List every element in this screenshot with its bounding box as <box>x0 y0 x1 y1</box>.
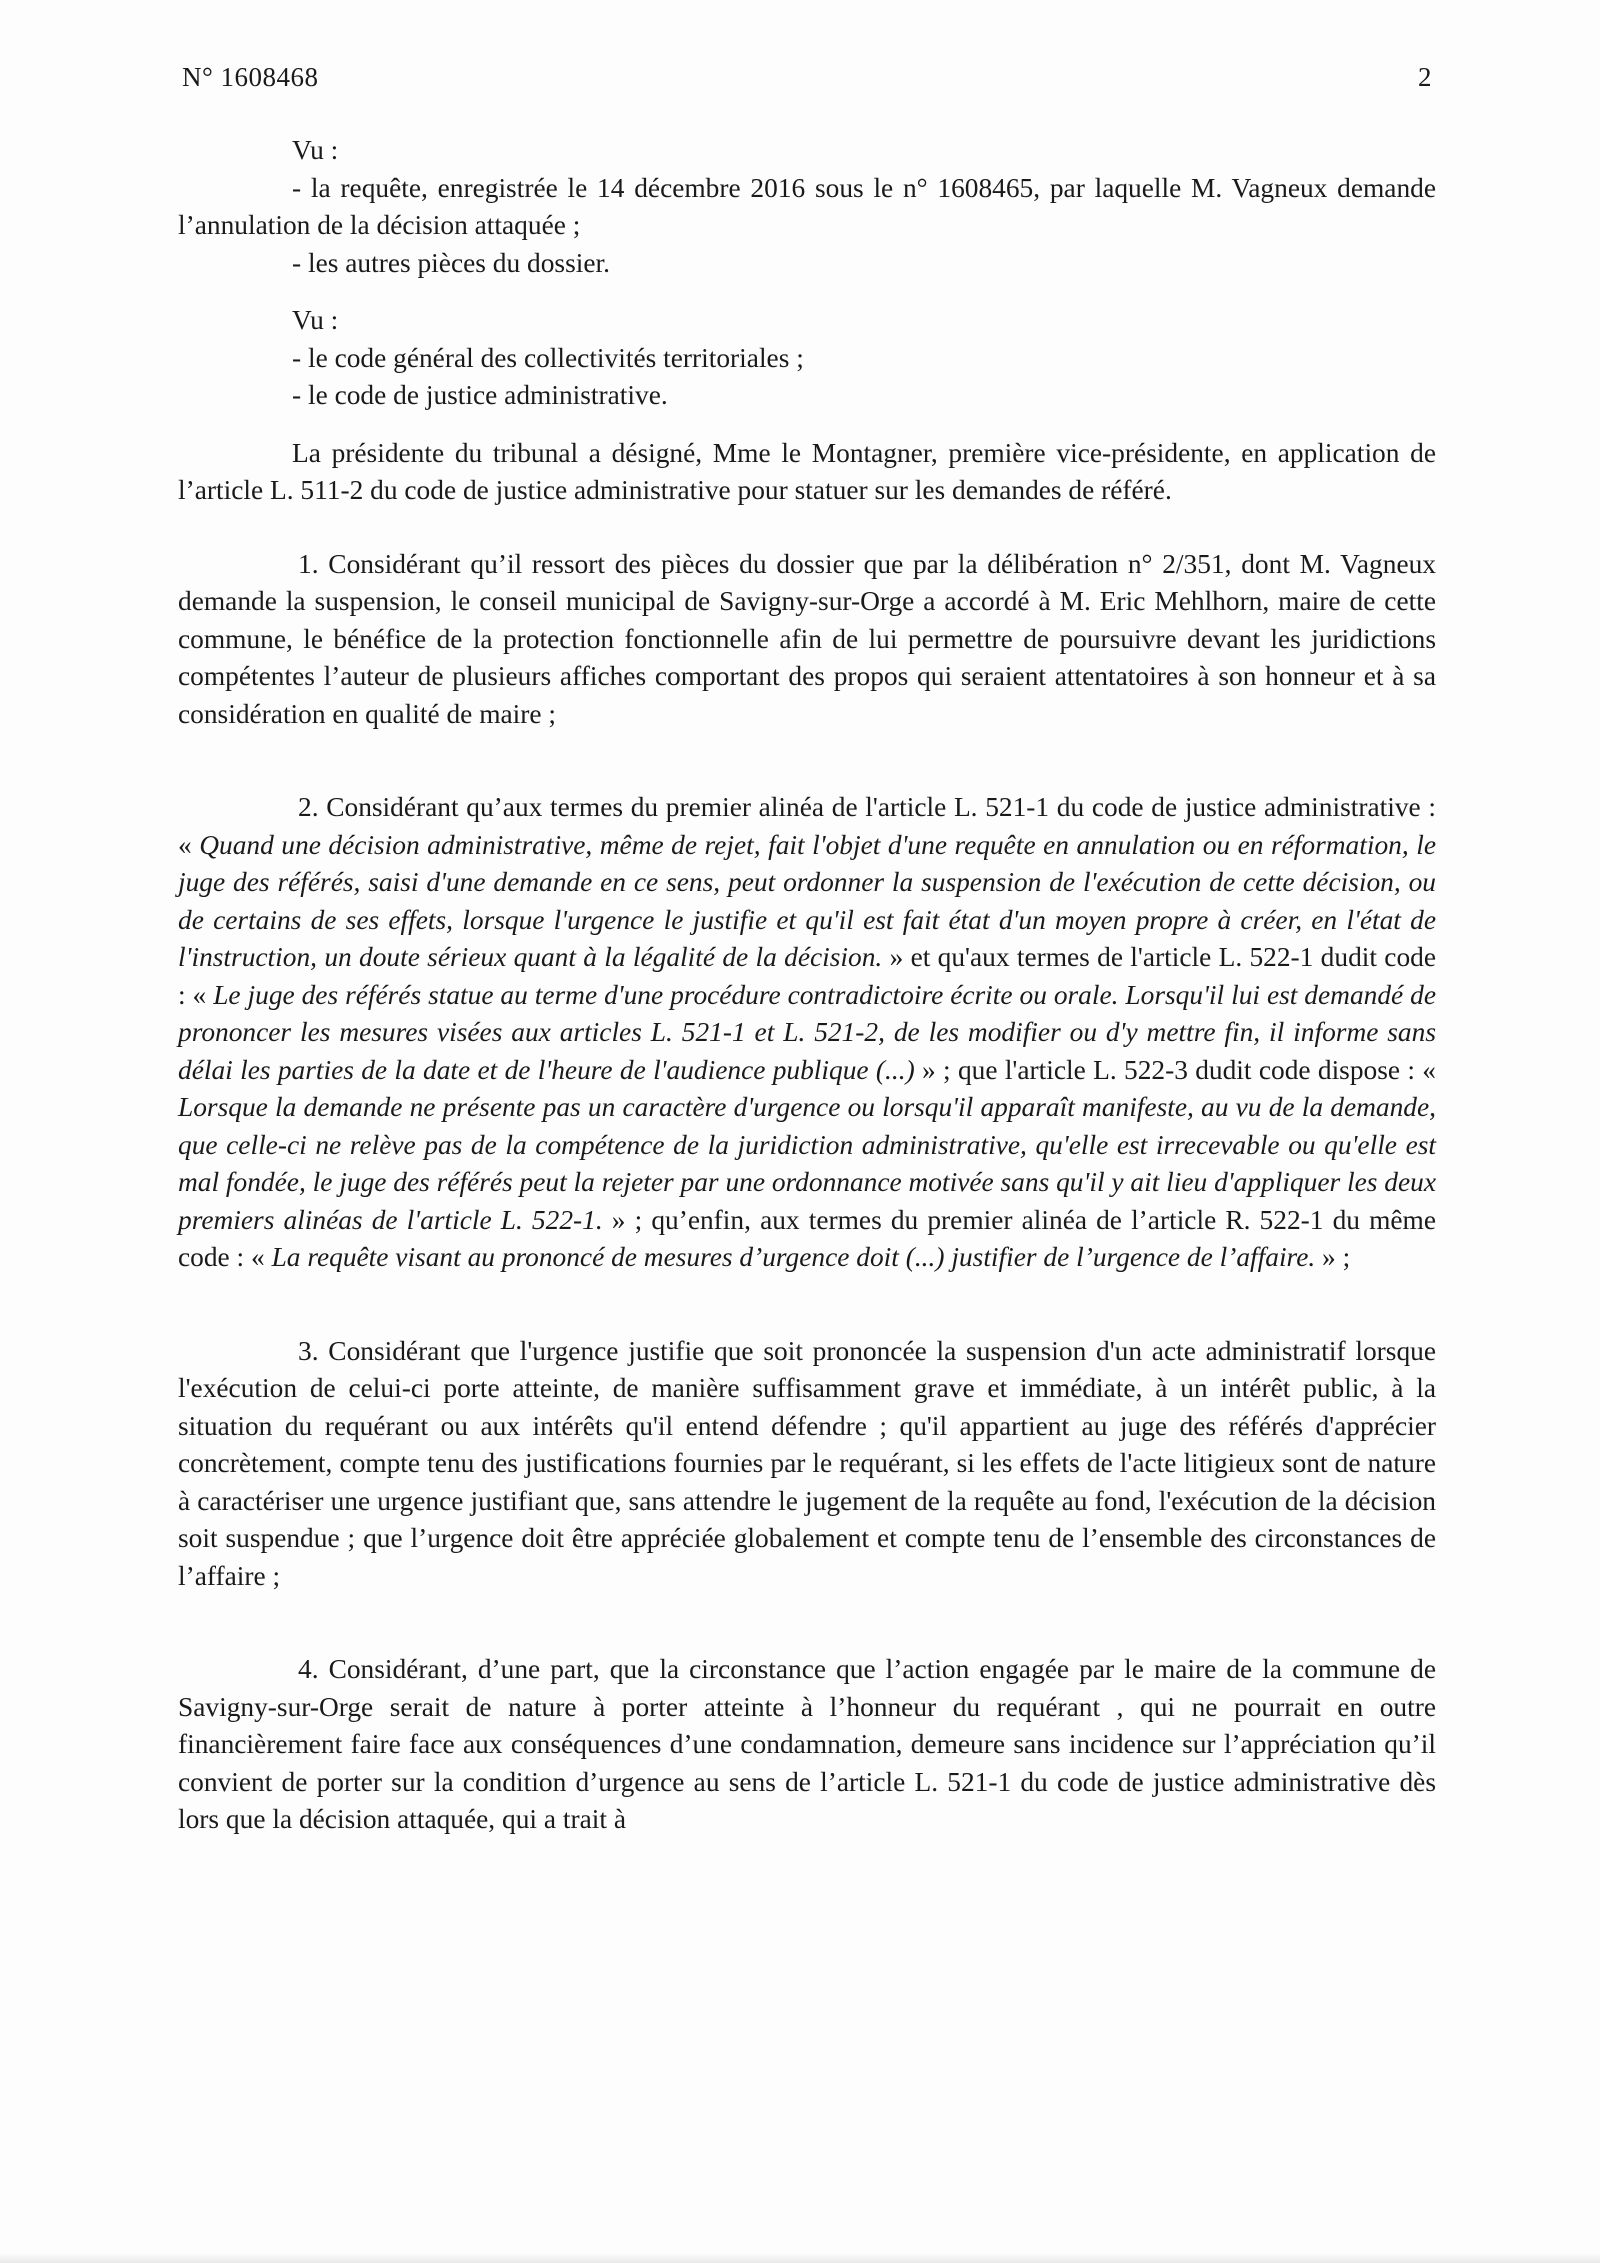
quoted-article: Lorsque la demande ne présente pas un caractère d'urgence ou lorsqu'il apparaît manifeste, au vu de la demande, que celle-ci ne relève pas de la compétence de la juridiction administrative, qu'elle est irrecevable ou qu'elle est mal fondée, le juge des référés peut la rejeter par une ordonnance motivée sans qu'il y ait lieu d'appliquer les deux premiers alinéas de l'article L. 522-1. <box>178 1092 1436 1235</box>
case-number: N° 1608468 <box>182 62 319 92</box>
considerant-paragraph-3: 3. Considérant que l'urgence justifie que soit prononcée la suspension d'un acte administratif lorsque l'exécution de celui-ci porte atteinte, de manière suffisamment grave et immédiate, à un intérêt public, à la situation du requérant ou aux intérêts qu'il entend défendre ; qu'il appartient au juge des référés d'apprécier concrètement, compte tenu des justifications fournies par le requérant, si les effets de l'acte litigieux sont de nature à caractériser une urgence justifiant que, sans attendre le jugement de la requête au fond, l'exécution de la décision soit suspendue ; que l’urgence doit être appréciée globalement et compte tenu de l’ensemble des circonstances de l’affaire ; <box>178 1335 1436 1591</box>
vu-heading: Vu : <box>292 135 339 165</box>
document-body <box>178 132 1436 1839</box>
page-number: 2 <box>1418 62 1432 92</box>
designation-paragraph: La présidente du tribunal a désigné, Mme le Montagner, première vice-présidente, en application de l’article L. 511-2 du code de justice administrative pour statuer sur les demandes de référé. <box>178 437 1436 505</box>
paragraph-text: » ; que l'article L. 522-3 dudit code dispose : « <box>914 1054 1436 1085</box>
vu-item: - les autres pièces du dossier. <box>292 247 610 278</box>
vu-heading: Vu : <box>292 305 339 335</box>
quoted-article: Le juge des référés statue au terme d'une procédure contradictoire écrite ou orale. Lorsqu'il lui est demandé de prononcer les mesures visées aux articles L. 521-1 et L. 521-2, de les modifier ou d'y mettre fin, il informe sans délai les parties de la date et de l'heure de l'audience publique (...) <box>178 979 1436 1085</box>
considerant-paragraph-2 <box>178 789 1436 1277</box>
paragraph-text: » ; qu’enfin, aux termes du premier alinéa de l’article R. 522-1 du même code : « <box>178 1204 1436 1272</box>
quoted-article: La requête visant au prononcé de mesures d’urgence doit (...) justifier de l’urgence de l’affaire. <box>271 1242 1316 1272</box>
vu-item: - le code général des collectivités territoriales ; <box>292 342 804 373</box>
quoted-article: Quand une décision administrative, même de rejet, fait l'objet d'une requête en annulation ou en réformation, le juge des référés, saisi d'une demande en ce sens, peut ordonner la suspension de l'exécution de cette décision, ou de certains de ses effets, lorsque l'urgence le justifie et qu'il est fait état d'un moyen propre à créer, en l'état de l'instruction, un doute sérieux quant à la légalité de la décision. <box>178 829 1436 972</box>
vu-item: - la requête, enregistrée le 14 décembre 2016 sous le n° 1608465, par laquelle M. Vagneux demande l’annulation de la décision attaquée ; <box>178 172 1436 240</box>
paragraph-text: » ; <box>1315 1242 1351 1272</box>
considerant-paragraph-4: 4. Considérant, d’une part, que la circonstance que l’action engagée par le maire de la commune de Savigny-sur-Orge serait de nature à porter atteinte à l’honneur du requérant , qui ne pourrait en outre financièrement faire face aux conséquences d’une condamnation, demeure sans incidence sur l’appréciation qu’il convient de porter sur la condition d’urgence au sens de l’article L. 521-1 du code de justice administrative dès lors que la décision attaquée, qui a trait à <box>178 1654 1436 1834</box>
vu-item: - le code de justice administrative. <box>292 380 668 410</box>
considerant-paragraph-1: 1. Considérant qu’il ressort des pièces du dossier que par la délibération n° 2/351, dont M. Vagneux demande la suspension, le conseil municipal de Savigny-sur-Orge a accordé à M. Eric Mehlhorn, maire de cette commune, le bénéfice de la protection fonctionnelle afin de lui permettre de poursuivre devant les juridictions compétentes l’auteur de plusieurs affiches comportant des propos qui seraient attentatoires à son honneur et à sa considération en qualité de maire ; <box>178 548 1436 729</box>
scan-edge <box>0 2253 1600 2263</box>
paragraph-text: » et qu'aux termes de l'article L. 522-1 dudit code : « <box>178 942 1437 1010</box>
paragraph-text: 2. Considérant qu’aux termes du premier alinéa de l'article L. 521-1 du code de justice administrative : « <box>178 792 1436 860</box>
